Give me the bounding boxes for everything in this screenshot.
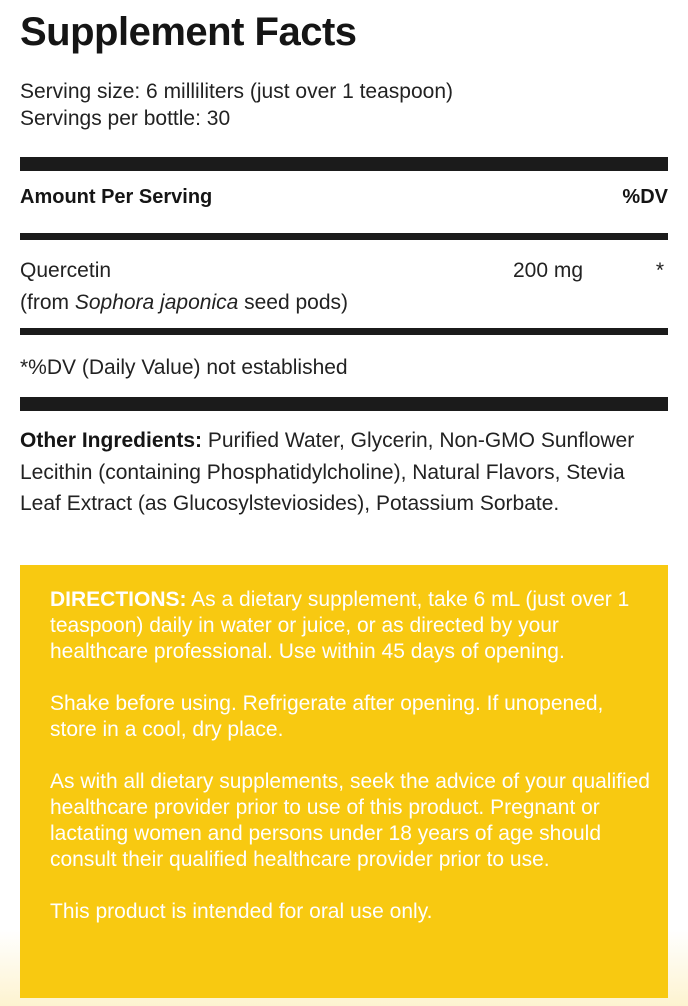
- dv-heading: %DV: [622, 186, 668, 208]
- table-header: [20, 186, 668, 209]
- other-ingredients-text: Purified Water, Glycerin, Non-GMO Sunflower Lecithin (containing Phosphatidylcholine), Natural Flavors, Stevia Leaf Extract (as Glucosylsteviosides), Potassium Sorbate.: [20, 429, 635, 515]
- nutrient-name: Quercetin: [20, 259, 112, 282]
- other-ingredients: [20, 425, 660, 520]
- divider-header: [20, 233, 668, 240]
- thick-divider-bottom: [20, 397, 668, 411]
- other-ingredients-label: Other Ingredients:: [20, 429, 203, 452]
- directions-paragraph-2: Shake before using. Refrigerate after opening. If unopened, store in a cool, dry place.: [50, 692, 604, 741]
- nutrient-species: Sophora japonica: [74, 291, 239, 314]
- nutrient-amount: 200 mg: [513, 259, 584, 282]
- directions-panel: [20, 565, 668, 998]
- serving-size: Serving size: 6 milliliters (just over 1 teaspoon): [20, 80, 454, 103]
- nutrient-source: (from Sophora japonica seed pods): [20, 291, 349, 314]
- nutrient-row: [20, 255, 668, 319]
- thick-divider-top: [20, 157, 668, 171]
- directions-paragraph-3: As with all dietary supplements, seek the advice of your qualified healthcare provider prior to use of this product. Pregnant or lactating women and persons under 18 years of age should consult their qualified healthcare provider prior to use.: [50, 770, 650, 871]
- dv-footnote: *%DV (Daily Value) not established: [20, 356, 348, 379]
- page-title: Supplement Facts: [20, 10, 357, 54]
- directions-paragraph-1: DIRECTIONS: As a dietary supplement, take 6 mL (just over 1 teaspoon) daily in water or juice, or as directed by your healthcare professional. Use within 45 days of opening.: [50, 588, 630, 663]
- divider-nutrient: [20, 328, 668, 335]
- directions-label: DIRECTIONS:: [50, 588, 187, 611]
- amount-per-serving-heading: Amount Per Serving: [20, 186, 213, 208]
- directions-paragraph-4: This product is intended for oral use only.: [50, 900, 433, 923]
- servings-per-bottle: Servings per bottle: 30: [20, 107, 231, 130]
- directions-text: [50, 587, 650, 925]
- nutrient-dv: *: [655, 259, 664, 282]
- serving-info: [20, 78, 453, 132]
